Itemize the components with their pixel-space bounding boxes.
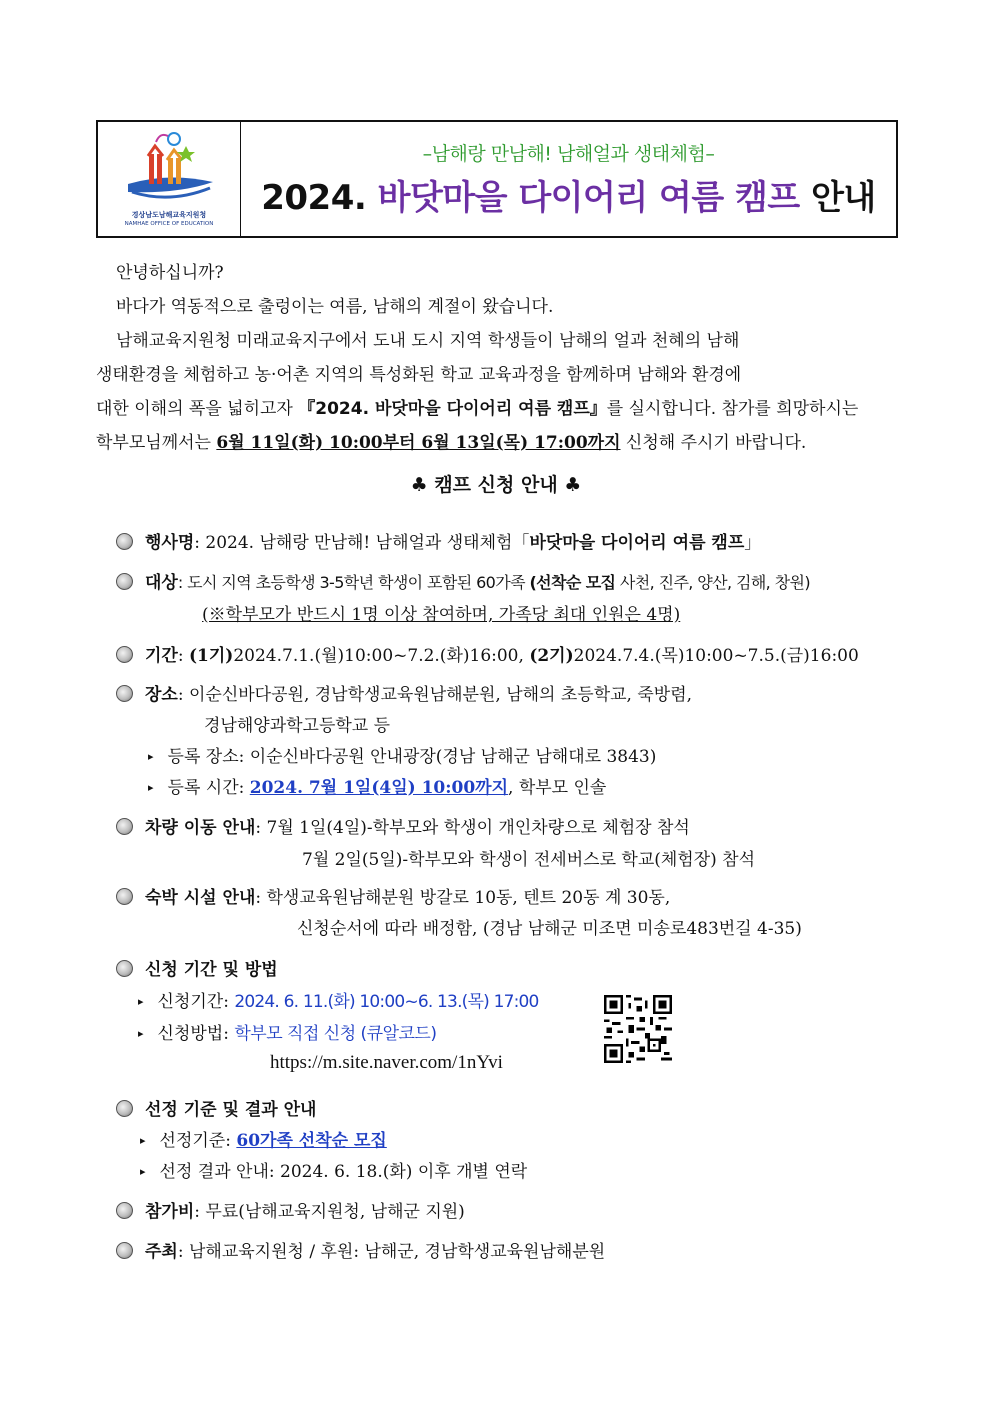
list-item-place [116,680,692,705]
item-value: 2024.7.4.(목)10:00~7.5.(금)16:00 [573,646,859,666]
registration-place [148,742,656,767]
item-value: : 남해교육지원청 / 후원: 남해군, 경남학생교육원남해분원 [177,1242,606,1262]
list-item-lodging [116,883,670,908]
title-year: 2024. [261,178,378,218]
apply-method-label: 신청방법: [157,1024,235,1044]
logo-korean-text: 경상남도남해교육지원청 [131,211,207,219]
intro-text: 대한 이해의 폭을 넓히고자 [96,399,299,419]
section-title: ♣ 캠프 신청 안내 ♣ [410,474,582,496]
circle-bullet-icon [116,646,133,663]
subtitle: –남해랑 만남해! 남해얼과 생태체험– [422,143,715,165]
application-period-highlight: 6월 11일(화) 10:00부터 6월 13일(목) 17:00까지 [216,433,621,453]
item-value: : [177,646,189,666]
page-title [261,170,876,219]
item-value: : 이순신바다공원, 경남학생교육원남해분원, 남해의 초등학교, 죽방렴, [177,685,693,705]
circle-bullet-icon [116,1100,133,1117]
intro-text: 신청해 주시기 바랍니다. [620,433,807,453]
item-value: : 학생교육원남해분원 방갈로 10동, 텐트 20동 계 30동, [255,888,671,908]
triangle-bullet-icon: ▸ [138,1027,144,1040]
registration-time-text: , 학부모 인솔 [508,778,607,798]
circle-bullet-icon [116,573,133,590]
circle-bullet-icon [116,888,133,905]
circle-bullet-icon [116,1202,133,1219]
intro-line: 바다가 역동적으로 출렁이는 여름, 남해의 계절이 왔습니다. [116,297,554,317]
list-item-host [116,1237,605,1262]
item-label: 참가비 [145,1202,195,1222]
intro-text: 학부모님께서는 [96,433,217,453]
intro-line [96,392,900,426]
item-label: 장소 [145,685,178,705]
list-item-apply [116,955,278,980]
apply-period-value: 2024. 6. 11.(화) 10:00~6. 13.(목) 17:00 [234,992,539,1012]
selection-result-text: 선정 결과 안내: 2024. 6. 18.(화) 이후 개별 연락 [159,1162,528,1182]
circle-bullet-icon [116,960,133,977]
item-value: 2024.7.1.(월)10:00~7.2.(화)16:00, [233,646,530,666]
item-label: 차량 이동 안내 [145,818,256,838]
triangle-bullet-icon: ▸ [148,750,154,763]
logo-english-text: NAMHAE OFFICE OF EDUCATION [124,221,214,227]
item-value: 」 [744,533,762,553]
triangle-bullet-icon: ▸ [148,781,154,794]
period-2: (2기) [529,646,574,666]
triangle-bullet-icon: ▸ [140,1134,146,1147]
list-item-selection [116,1095,316,1120]
item-label: 숙박 시설 안내 [145,888,256,908]
item-label: 행사명 [145,533,195,553]
qr-code-icon[interactable] [604,995,672,1063]
apply-method-value: 학부모 직접 신청 (큐알코드) [234,1024,437,1044]
circle-bullet-icon [116,533,133,550]
intro-text: 를 실시합니다. 참가를 희망하시는 [606,399,859,419]
office-logo [98,122,241,236]
list-item-fee [116,1197,465,1222]
title-main: 바닷마을 다이어리 여름 캠프 [377,178,800,218]
item-value: 사천, 진주, 양산, 김해, 창원) [615,573,810,592]
intro-line: 남해교육지원청 미래교육지구에서 도내 도시 지역 학생들이 남해의 얼과 천혜의 남해 [116,331,740,351]
intro-paragraph [96,256,900,460]
intro-line [96,426,900,460]
item-value-bold: (선착순 모집 [529,573,616,592]
item-value: : 도시 지역 초등학생 3-5학년 학생이 포함된 60가족 [177,573,530,592]
item-value: : 7월 1일(4일)-학부모와 학생이 개인차량으로 체험장 참석 [255,818,690,838]
item-value-bold: 바닷마을 다이어리 여름 캠프 [529,533,745,553]
title-cell [241,122,896,236]
list-item-event [116,528,761,553]
item-label: 대상 [145,573,178,593]
logo-mark-icon [98,122,240,208]
selection-result [140,1157,527,1182]
list-item-vehicle [116,813,690,838]
apply-method [138,1019,436,1044]
period-1: (1기) [189,646,234,666]
vehicle-continued: 7월 2일(5일)-학부모와 학생이 전세버스로 학교(체험장) 참석 [302,850,756,870]
camp-name-highlight: 『2024. 바닷마을 다이어리 여름 캠프』 [298,399,607,419]
registration-time [148,773,606,798]
circle-bullet-icon [116,818,133,835]
target-note: (※학부모가 반드시 1명 이상 참여하며, 가족당 최대 인원은 4명) [202,605,681,625]
list-item-period [116,641,859,666]
registration-place-text: 등록 장소: 이순신바다공원 안내광장(경남 남해군 남해대로 3843) [167,747,657,767]
item-value: : 2024. 남해랑 만남해! 남해얼과 생태체험「 [194,533,530,553]
selection-criteria-value: 60가족 선착순 모집 [236,1131,387,1151]
intro-line: 안녕하십니까? [116,263,224,283]
list-item-target [116,568,810,593]
intro-line: 생태환경을 체험하고 농·어촌 지역의 특성화된 학교 교육과정을 함께하며 남해와 환경에 [96,365,742,385]
circle-bullet-icon [116,685,133,702]
apply-url-link[interactable]: https://m.site.naver.com/1nYvi [270,1052,503,1073]
apply-period-label: 신청기간: [157,992,235,1012]
item-value: : 무료(남해교육지원청, 남해군 지원) [194,1202,465,1222]
item-label: 신청 기간 및 방법 [145,960,278,980]
registration-deadline: 2024. 7월 1일(4일) 10:00까지 [249,778,509,798]
header-box [96,120,898,238]
triangle-bullet-icon: ▸ [140,1165,146,1178]
lodging-continued: 신청순서에 따라 배정함, (경남 남해군 미조면 미송로483번길 4-35) [297,919,802,939]
place-continued: 경남해양과학고등학교 등 [204,716,391,736]
triangle-bullet-icon: ▸ [138,995,144,1008]
selection-criteria-label: 선정기준: [159,1131,237,1151]
circle-bullet-icon [116,1242,133,1259]
apply-period [138,987,539,1012]
registration-time-text: 등록 시간: [167,778,250,798]
title-end: 안내 [799,178,876,218]
item-label: 기간 [145,646,178,666]
item-label: 주최 [145,1242,178,1262]
item-label: 선정 기준 및 결과 안내 [145,1100,317,1120]
selection-criteria [140,1126,387,1151]
